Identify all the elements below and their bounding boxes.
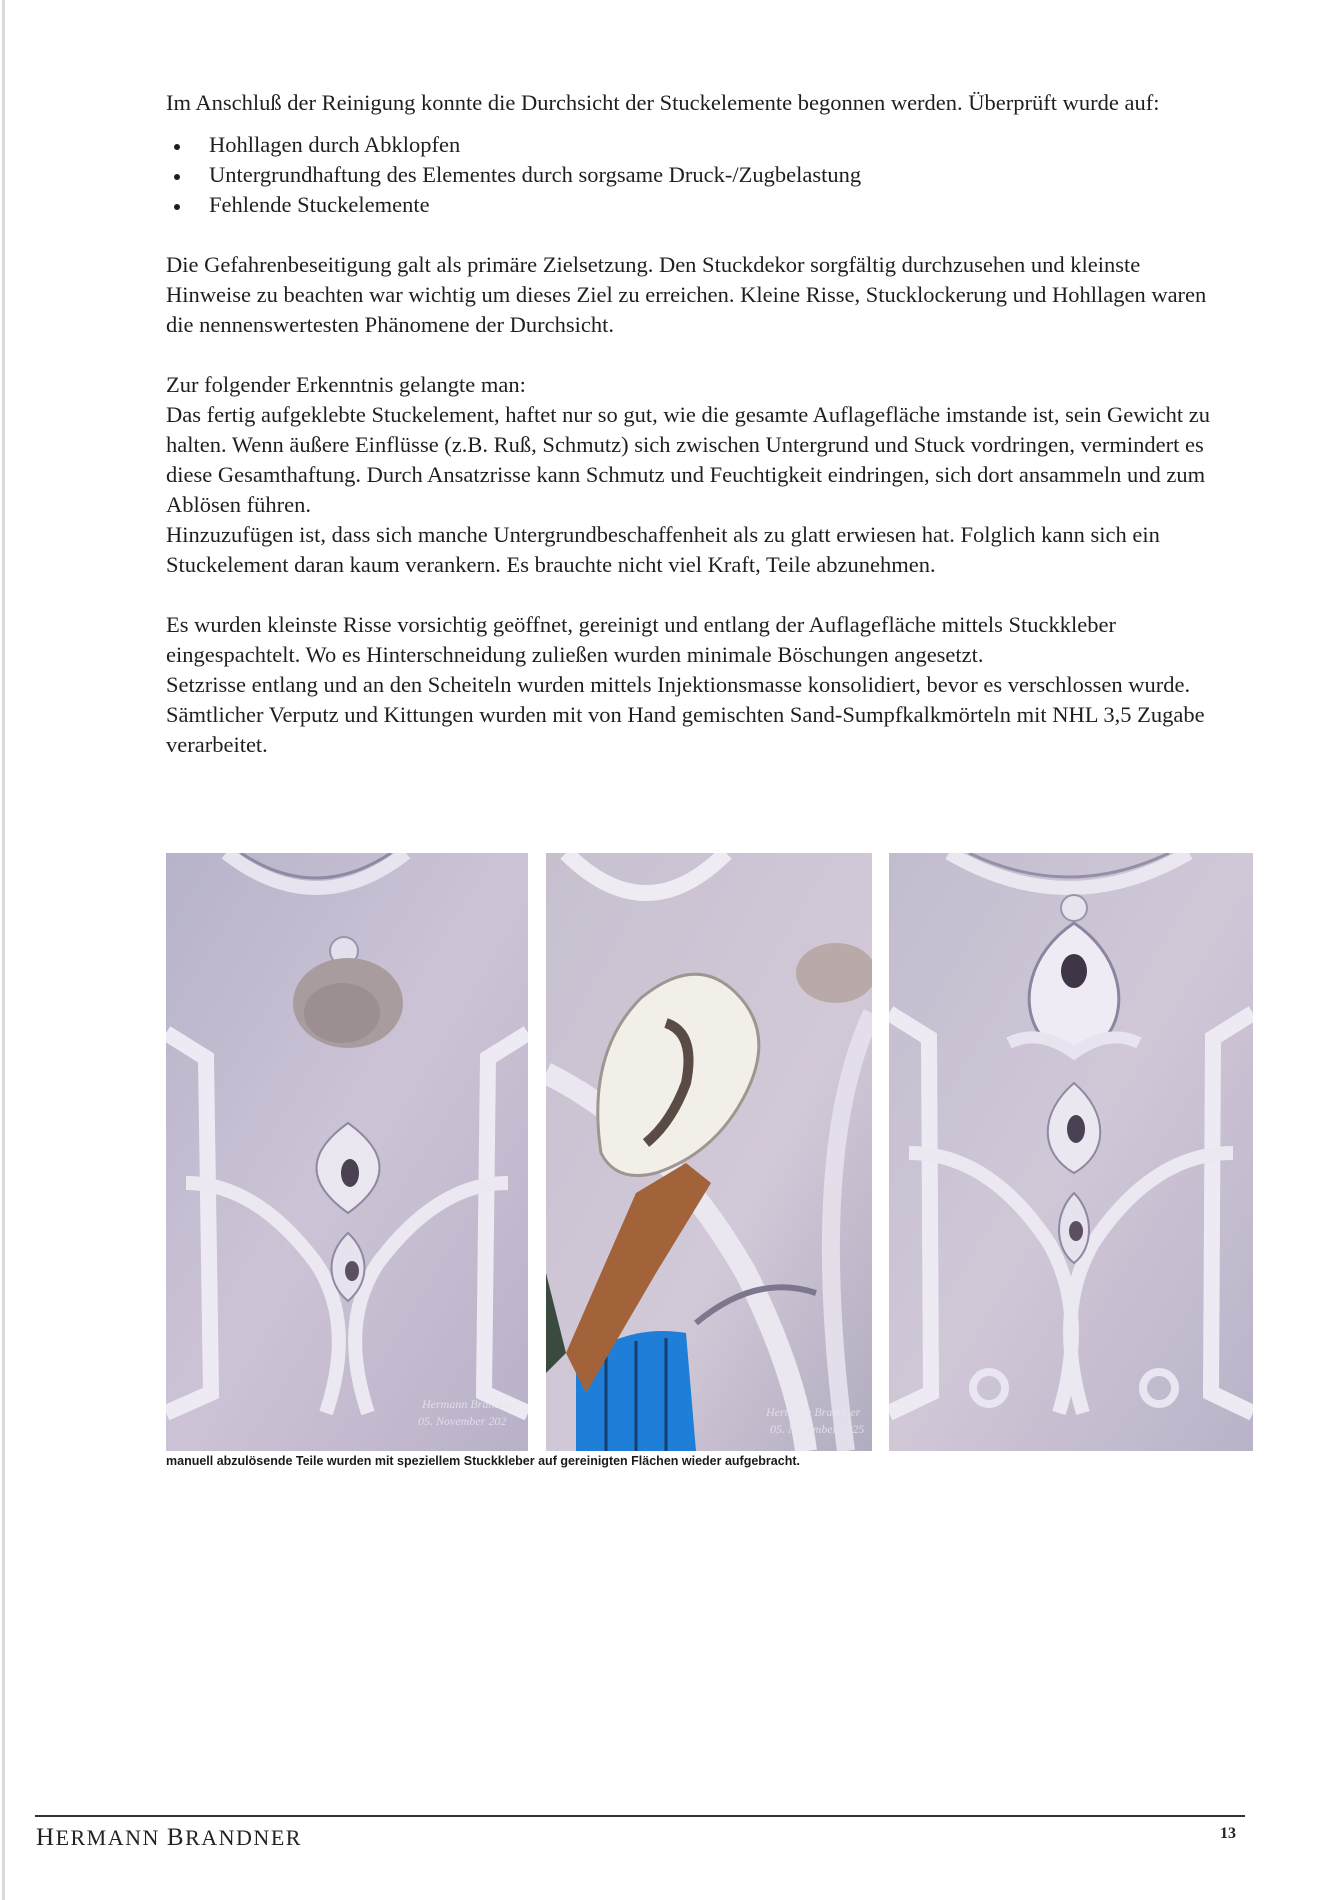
photo-watermark: 05. November 2025 xyxy=(770,1422,865,1436)
goal-paragraph: Die Gefahrenbeseitigung galt als primäre Zielsetzung. Den Stuckdekor sorgfältig durchzusehen und kleinste Hinweise zu beachten war wichtig um dieses Ziel zu erreichen. Kleine Risse, Stucklockerung und Hohllagen waren die nennenswertesten Phänomene der Durchsicht. xyxy=(166,252,1207,337)
photo-watermark: 05. November 202 xyxy=(418,1414,507,1428)
footer-rule xyxy=(35,1815,1245,1817)
check-item: Untergrundhaftung des Elementes durch sorgsame Druck-/Zugbelastung xyxy=(166,160,1228,190)
work-paragraph-2: Setzrisse entlang und an den Scheiteln wurden mittels Injektionsmasse konsolidiert, bevor es verschlossen wurde. xyxy=(166,672,1191,697)
photo-reattached-ornament xyxy=(889,853,1253,1451)
insight-paragraph-1: Das fertig aufgeklebte Stuckelement, haftet nur so gut, wie die gesamte Auflagefläche imstande ist, sein Gewicht zu halten. Wenn äußere Einflüsse (z.B. Ruß, Schmutz) sich zwischen Untergrund und Stuck vordringen, vermindert es diese Gesamthaftung. Durch Ansatzrisse kann Schmutz und Feuchtigkeit eindringen, sich dort ansammeln und zum Ablösen führen. xyxy=(166,402,1211,517)
photo-watermark: Hermann Brandner xyxy=(766,1405,861,1419)
page-number: 13 xyxy=(1220,1825,1236,1842)
footer-author: HERMANN BRANDNER xyxy=(36,1824,302,1851)
insight-title: Zur folgender Erkenntnis gelangte man: xyxy=(166,372,526,397)
photo-strip xyxy=(0,853,1343,1451)
work-paragraph-3: Sämtlicher Verputz und Kittungen wurden mit von Hand gemischten Sand-Sumpfkalkmörteln mit NHL 3,5 Zugabe verarbeitet. xyxy=(166,702,1205,757)
photo-caption: manuell abzulösende Teile wurden mit speziellem Stuckkleber auf gereinigten Flächen wieder aufgebracht. xyxy=(166,1454,800,1468)
photo-watermark: Hermann Brandne xyxy=(422,1397,512,1411)
check-list xyxy=(166,130,1228,220)
photo-damaged-stucco xyxy=(166,853,528,1451)
insight-paragraph-2: Hinzuzufügen ist, dass sich manche Untergrundbeschaffenheit als zu glatt erwiesen hat. Folglich kann sich ein Stuckelement daran kaum verankern. Es brauchte nicht viel Kraft, Teile abzunehmen. xyxy=(166,522,1160,577)
body-text xyxy=(166,88,1228,760)
check-item: Hohllagen durch Abklopfen xyxy=(166,130,1228,160)
check-item: Fehlende Stuckelemente xyxy=(166,190,1228,220)
work-paragraph-1: Es wurden kleinste Risse vorsichtig geöffnet, gereinigt und entlang der Auflagefläche mittels Stuckkleber eingespachtelt. Wo es Hinterschneidung zuließen wurden minimale Böschungen angesetzt. xyxy=(166,612,1116,667)
photo-removed-piece xyxy=(546,853,872,1451)
intro-paragraph: Im Anschluß der Reinigung konnte die Durchsicht der Stuckelemente begonnen werden. Überprüft wurde auf: xyxy=(166,90,1160,115)
